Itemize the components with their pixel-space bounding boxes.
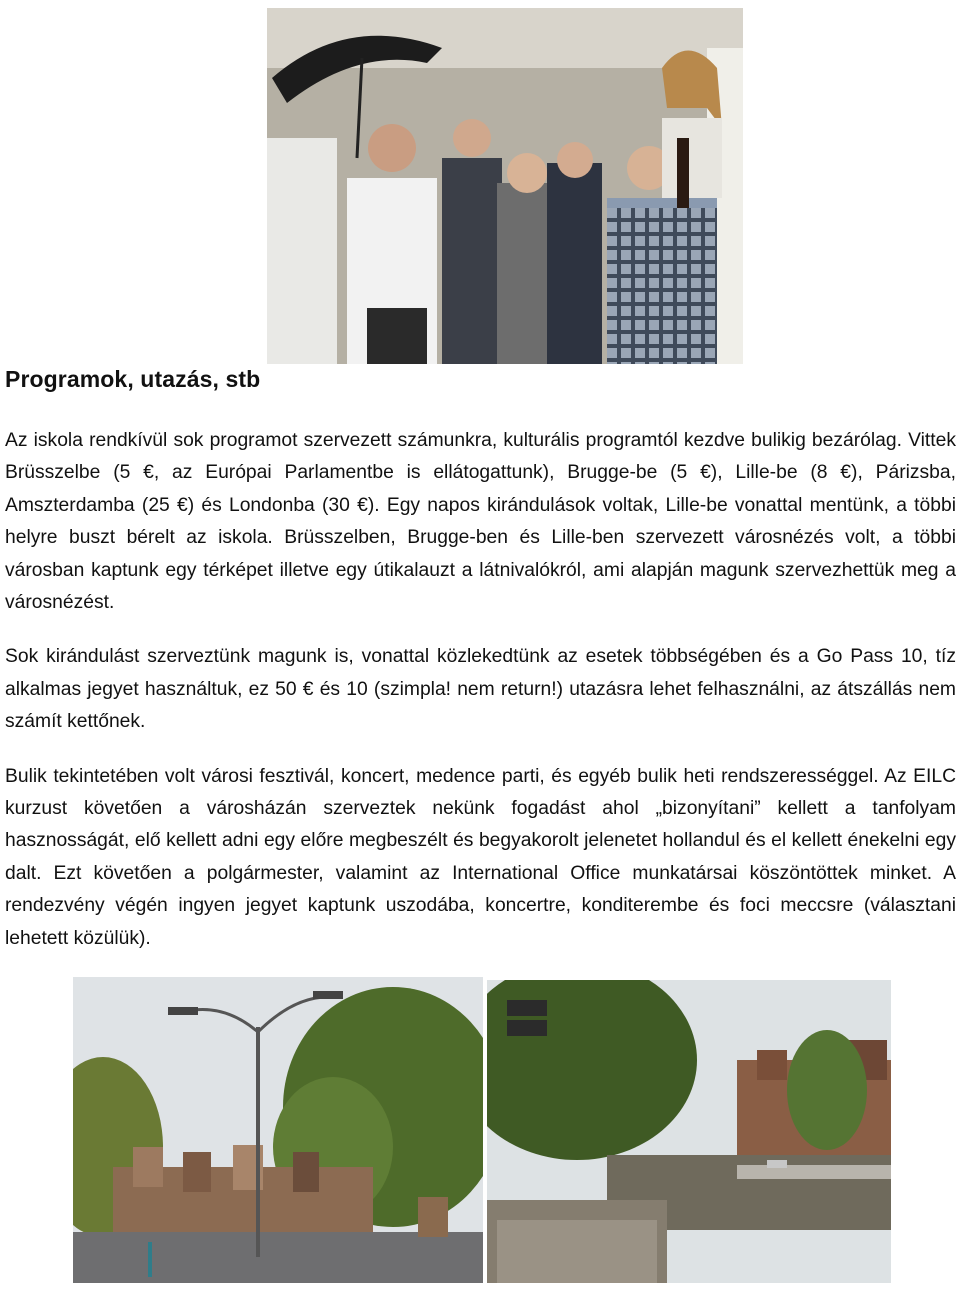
paragraph-trips: Sok kirándulást szerveztünk magunk is, vonattal közlekedtünk az esetek többségében és a Go Pass 10, tíz alkalmas jegyet használtuk, ez 50 € és 10 (szimpla! nem return!) utazásra lehet felhasználni, az átszállás nem számít kettőnek. xyxy=(5,646,956,733)
page-title: Programok, utazás, stb xyxy=(5,366,261,392)
street-photo xyxy=(73,977,483,1283)
canal-photo xyxy=(487,980,891,1283)
paragraph-programs: Az iskola rendkívül sok programot szervezett számunkra, kulturális programtól kezdve bulikig bezárólag. Vittek Brüsszelbe (5 €, az Európai Parlamentbe is ellátogattunk), Brugge-be (5 €), Lille-be (8 €), Párizsba, Amszterdamba (25 €) és Londonba (30 €). Egy napos kirándulások voltak, Lille-be vonattal mentünk, a többi helyre buszt bérelt az iskola. Brüsszelben, Brugge-ben és Lille-ben szervezett városnézés volt, a többi városban kaptunk egy térképet illetve egy útikalauzt a látnivalókról, ami alapján magunk szervezhettük meg a városnézést. xyxy=(5,430,956,614)
article-body xyxy=(5,425,956,977)
paragraph-parties: Bulik tekintetében volt városi fesztivál, koncert, medence parti, és egyéb bulik heti rendszerességgel. Az EILC kurzust követően a városházán szerveztek nekünk fogadást ahol „bizonyítani” kellett a tanfolyam hasznosságát, elő kellett adni egy előre megbeszélt és begyakorolt jelenetet hollandul és el kellett énekelni egy dalt. Ezt követően a polgármester, valamint az International Office munkatársai köszöntöttek minket. A rendezvény végén ingyen jegyet kaptunk uszodába, koncertre, konditerembe és foci meccsre (választani lehetett közülük). xyxy=(5,765,956,949)
party-photo xyxy=(267,8,743,364)
